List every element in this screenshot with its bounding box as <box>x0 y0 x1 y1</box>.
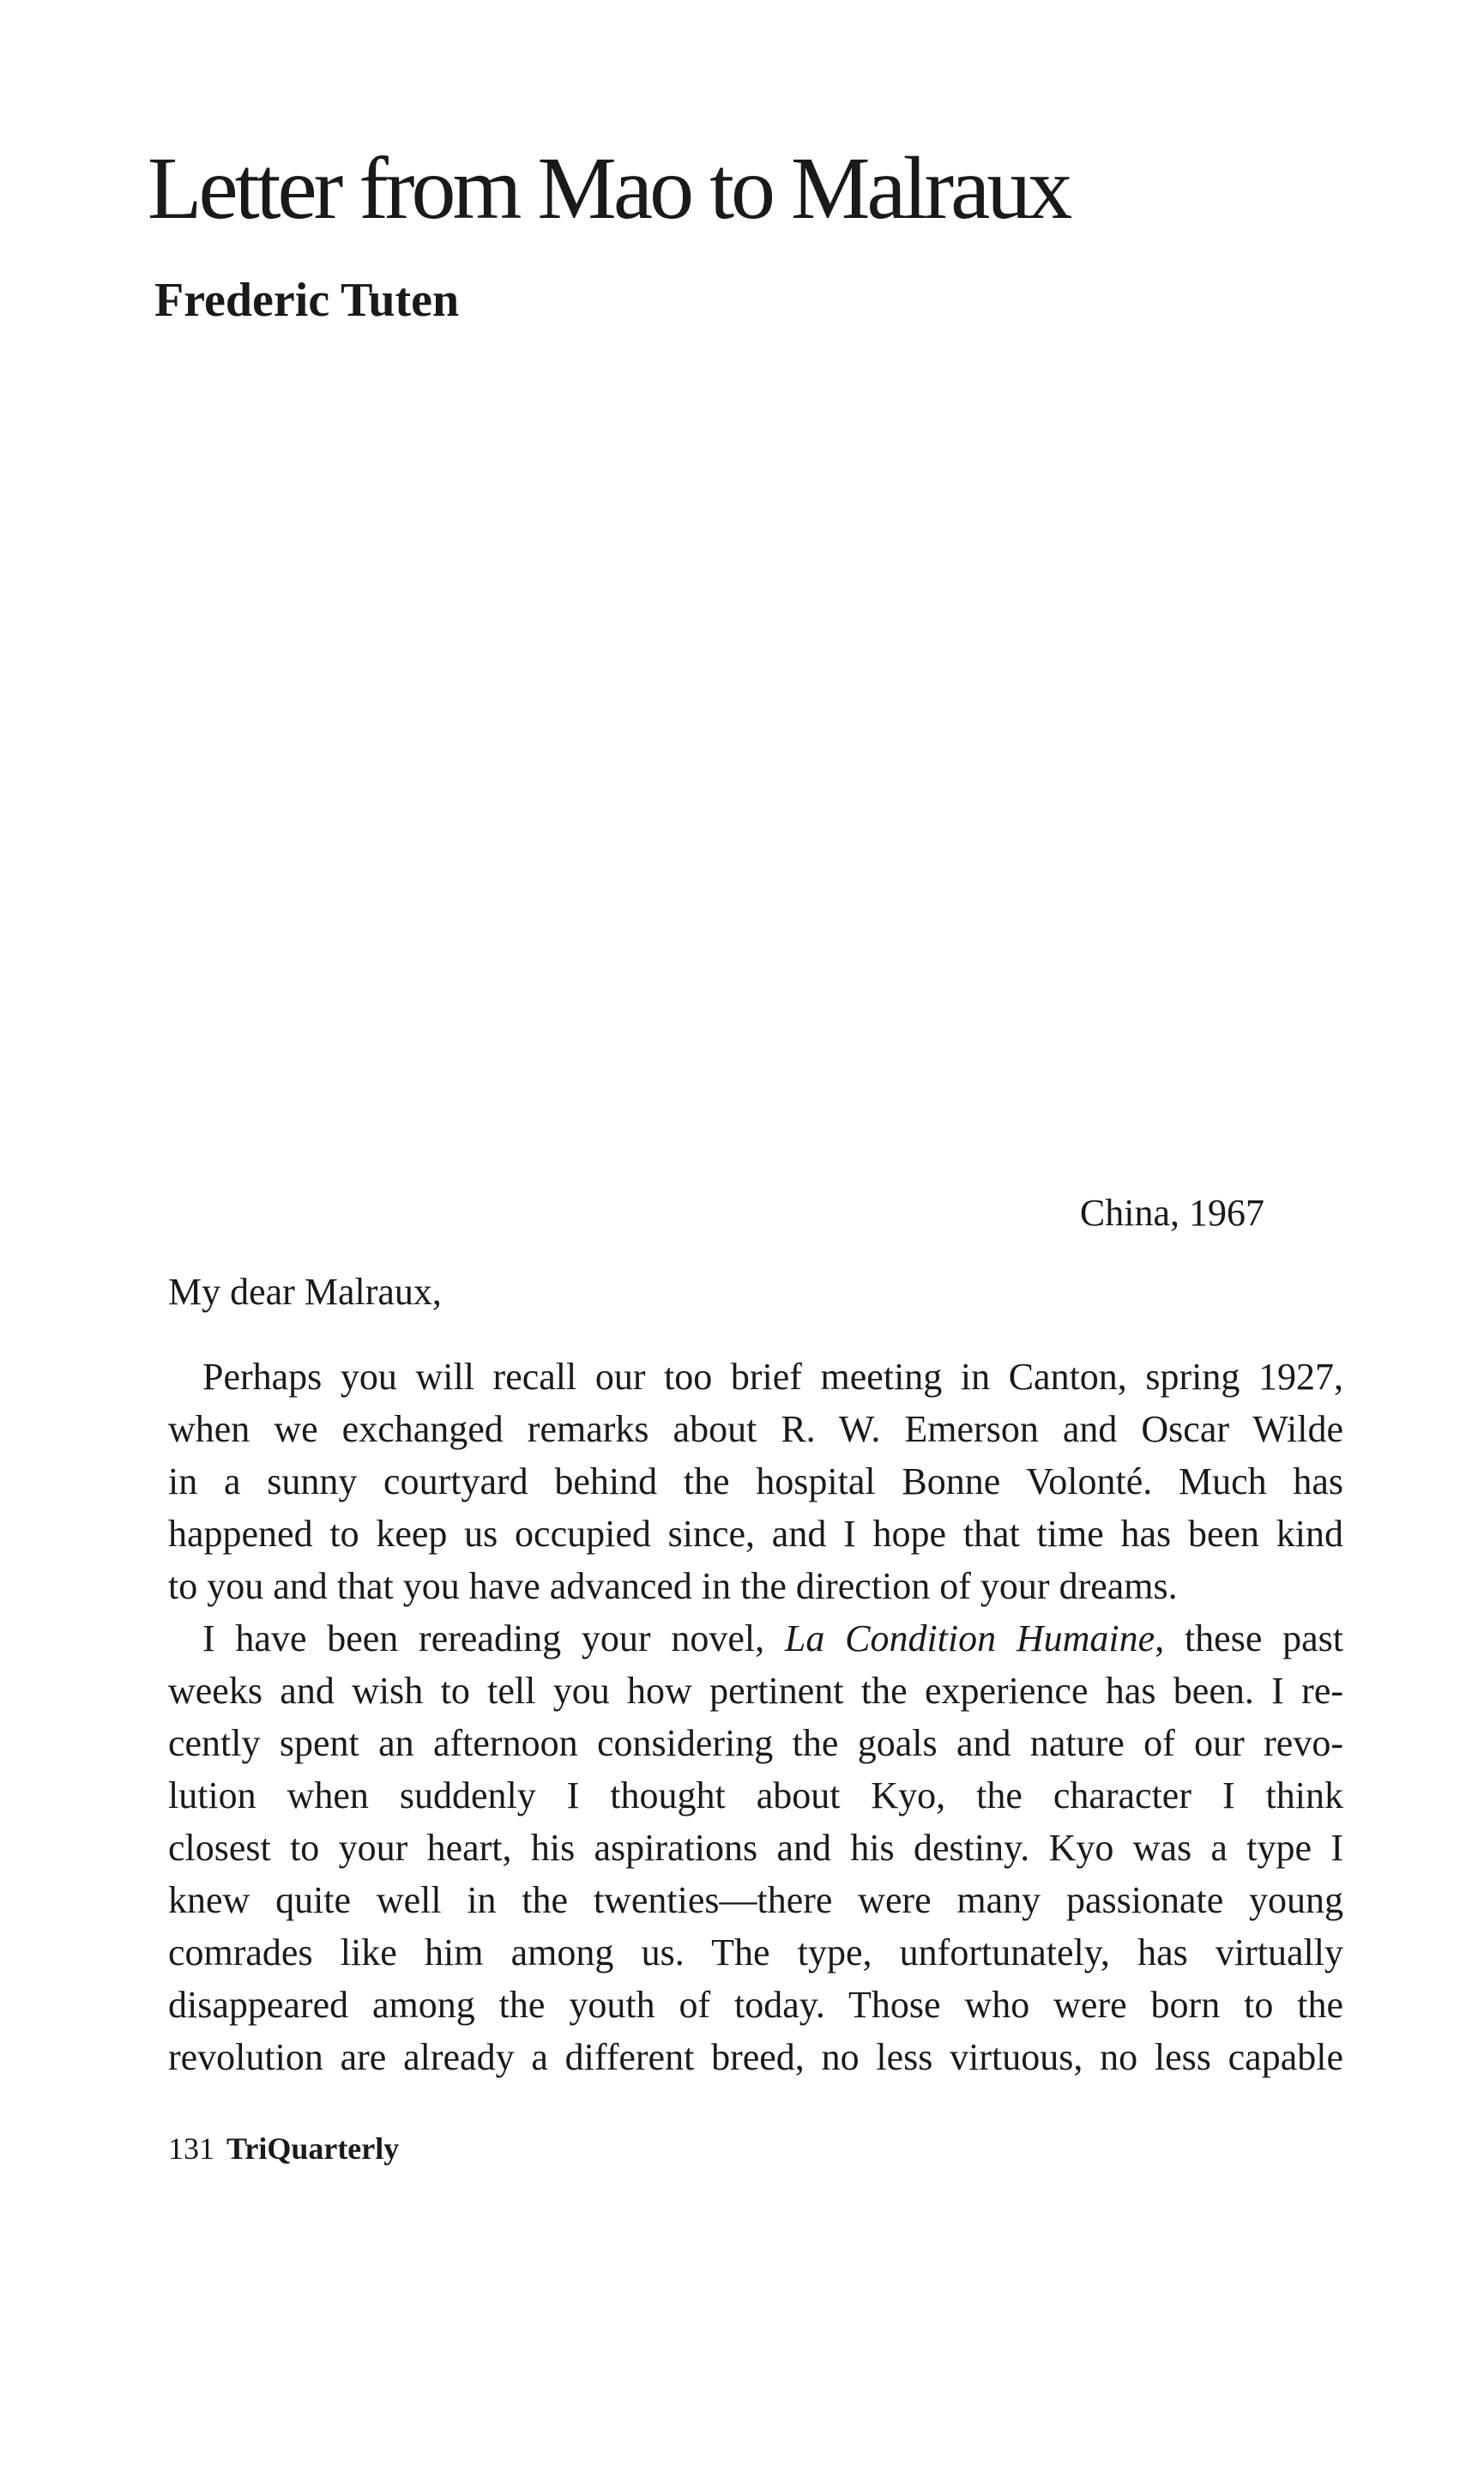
novel-title: La Condition Humaine <box>784 1617 1155 1659</box>
body-line: to you and that you have advanced in the direction of your dreams. <box>168 1565 1178 1607</box>
letter-dateline: China, 1967 <box>1079 1192 1264 1234</box>
body-line: weeks and wish to tell you how pertinent the experience has been. I re- <box>168 1670 1343 1712</box>
body-line-segment: I have been rereading your novel, <box>202 1617 785 1659</box>
body-line: cently spent an afternoon considering the goals and nature of our revo- <box>168 1722 1343 1764</box>
body-line: disappeared among the youth of today. Those who were born to the <box>168 1984 1343 2026</box>
body-line: Perhaps you will recall our too brief meeting in Canton, spring 1927, <box>202 1356 1343 1398</box>
body-line: happened to keep us occupied since, and I hope that time has been kind <box>168 1513 1343 1555</box>
body-line: lution when suddenly I thought about Kyo, the character I think <box>168 1774 1343 1816</box>
body-line: when we exchanged remarks about R. W. Emerson and Oscar Wilde <box>168 1408 1343 1450</box>
body-line-segment: , these past <box>1155 1617 1343 1659</box>
body-line: knew quite well in the twenties—there were many passionate young <box>168 1879 1343 1921</box>
page-number: 131 <box>168 2131 214 2166</box>
letter-salutation: My dear Malraux, <box>168 1271 442 1313</box>
page-title: Letter from Mao to Malraux <box>148 139 1070 238</box>
author-name: Frederic Tuten <box>154 274 460 327</box>
body-line: in a sunny courtyard behind the hospital Bonne Volonté. Much has <box>168 1460 1343 1502</box>
body-line <box>168 1612 1343 1665</box>
body-line: closest to your heart, his aspirations and his destiny. Kyo was a type I <box>168 1827 1343 1869</box>
page-footer <box>168 2133 399 2164</box>
body-line: revolution are already a different breed, no less virtuous, no less capable <box>168 2036 1343 2078</box>
body-line: comrades like him among us. The type, unfortunately, has virtually <box>168 1931 1343 1973</box>
journal-name: TriQuarterly <box>226 2131 400 2166</box>
letter-body <box>168 1351 1343 2083</box>
